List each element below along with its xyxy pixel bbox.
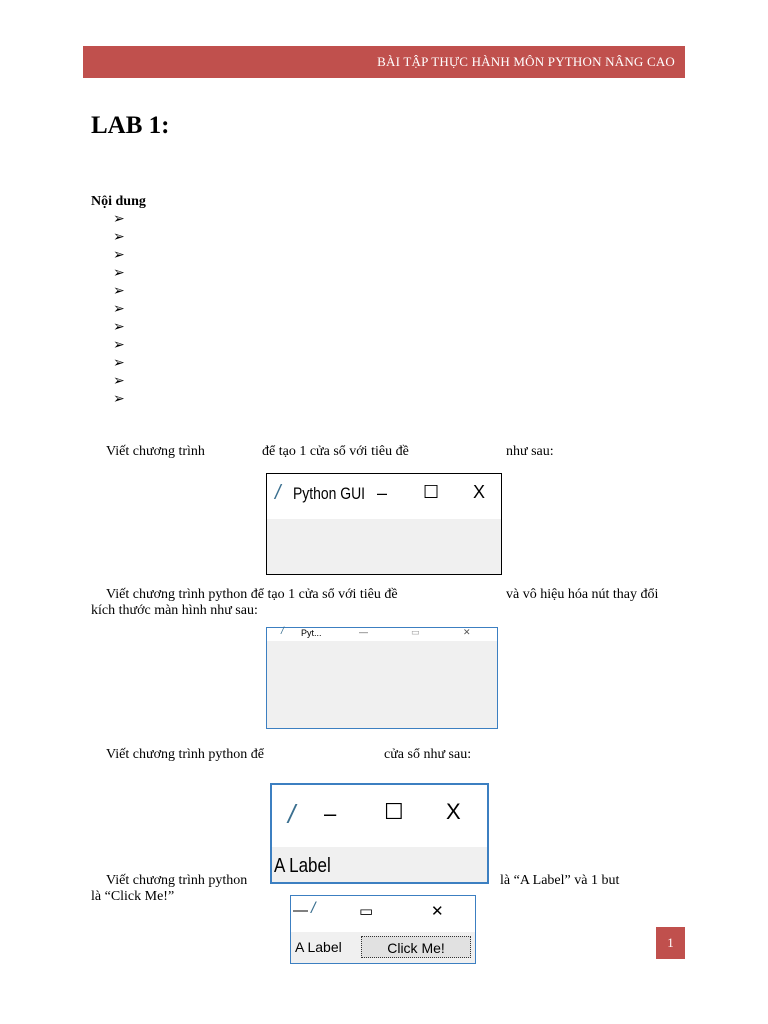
window-titlebar [267, 474, 501, 519]
bullet-1: ➢ [113, 212, 125, 227]
ex4-text-a: Viết chương trình python [106, 873, 248, 888]
bullet-6: ➢ [113, 302, 125, 317]
bullet-3: ➢ [113, 248, 125, 263]
ex3-text-c: cửa sổ như sau: [384, 747, 472, 762]
ex1-text-b: để tạo 1 cửa sổ với tiêu đề [262, 444, 409, 459]
feather-icon: / [311, 900, 316, 917]
window-label-button [290, 895, 476, 964]
minimize-button[interactable]: – [377, 483, 388, 503]
section-title: Nội dung [91, 194, 146, 209]
click-me-button[interactable]: Click Me! [361, 936, 471, 958]
bullet-7: ➢ [113, 320, 125, 335]
maximize-button[interactable]: ☐ [423, 482, 440, 502]
bullet-5: ➢ [113, 284, 125, 299]
maximize-button: ▭ [411, 627, 420, 637]
ex1-text-c: như sau: [506, 444, 554, 459]
window-titlebar [267, 628, 497, 641]
bullet-9: ➢ [113, 356, 125, 371]
close-button[interactable]: X [446, 799, 461, 824]
minimize-button[interactable]: — [359, 627, 368, 637]
window-title: Python GUI [293, 484, 366, 503]
close-button[interactable]: X [473, 482, 486, 502]
feather-icon: / [288, 799, 296, 829]
ex2-text-d: kích thước màn hình như sau: [91, 603, 258, 618]
lab-title: LAB 1: [91, 112, 170, 139]
window-with-label [270, 783, 489, 884]
label-widget: A Label [295, 939, 342, 955]
ex3-text-a: Viết chương trình python để [106, 747, 265, 762]
window-non-resizable [266, 627, 498, 729]
bullet-8: ➢ [113, 338, 125, 353]
maximize-button[interactable]: ▭ [359, 903, 374, 920]
ex4-text-d: là “Click Me!” [91, 889, 175, 904]
minimize-button[interactable]: – [324, 801, 337, 826]
bullet-10: ➢ [113, 374, 125, 389]
window-titlebar [272, 785, 487, 847]
bullet-4: ➢ [113, 266, 125, 281]
header-bar [83, 46, 685, 78]
close-button[interactable]: ✕ [463, 627, 471, 637]
bullet-2: ➢ [113, 230, 125, 245]
page-number: 1 [656, 927, 685, 959]
ex1-text-a: Viết chương trình [106, 444, 205, 459]
window-title: Pyt... [301, 628, 322, 638]
maximize-button[interactable]: ☐ [384, 799, 404, 824]
label-widget: A Label [274, 855, 331, 877]
minimize-button[interactable]: — [293, 902, 308, 919]
bullet-11: ➢ [113, 392, 125, 407]
window-titlebar [291, 896, 475, 932]
close-button[interactable]: ✕ [431, 903, 444, 920]
header-title: BÀI TẬP THỰC HÀNH MÔN PYTHON NÂNG CAO [377, 54, 675, 69]
ex2-text-a: Viết chương trình python để tạo 1 cửa sổ với tiêu đề [106, 587, 398, 602]
ex2-text-c: và vô hiệu hóa nút thay đổi [506, 587, 659, 602]
feather-icon: / [275, 482, 281, 504]
window-python-gui [266, 473, 502, 575]
ex4-text-c: là “A Label” và 1 but [500, 873, 620, 888]
feather-icon: / [281, 626, 284, 637]
